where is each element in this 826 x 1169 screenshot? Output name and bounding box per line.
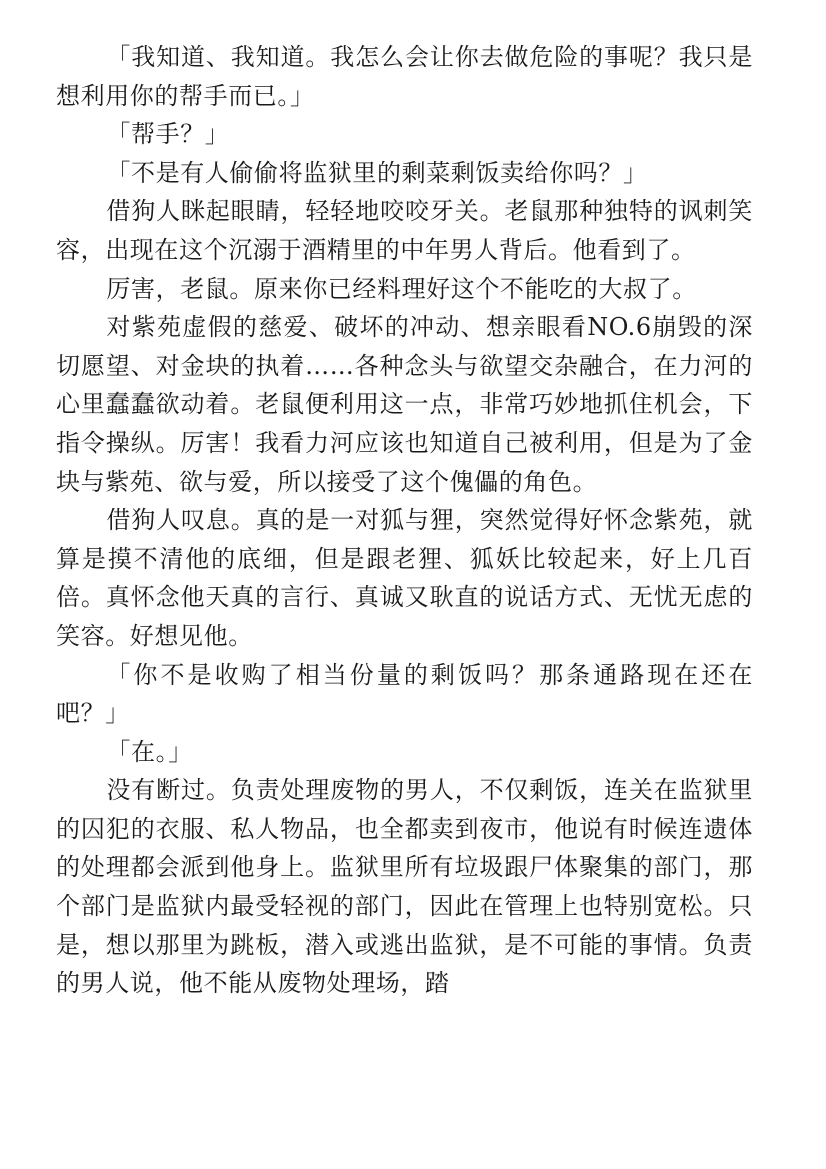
paragraph-7: 借狗人叹息。真的是一对狐与狸，突然觉得好怀念紫苑，就算是摸不清他的底细，但是跟老狸、狐妖比较起来，好上几百倍。真怀念他天真的言行、真诚又耿直的说话方式、无忧无虑的笑容。好想见他。	[56, 506, 753, 650]
paragraph-2: 「帮手？」	[106, 120, 230, 149]
paragraph-3: 「不是有人偷偷将监狱里的剩菜剩饭卖给你吗？」	[106, 158, 648, 187]
paragraph-9: 「在。」	[106, 737, 193, 766]
paragraph-1: 「我知道、我知道。我怎么会让你去做危险的事呢？我只是想利用你的帮手而已。」	[56, 43, 753, 110]
paragraph-8: 「你不是收购了相当份量的剩饭吗？那条通路现在还在吧？」	[56, 660, 753, 728]
paragraph-5: 厉害，老鼠。原来你已经料理好这个不能吃的大叔了。	[106, 274, 697, 303]
paragraph-10: 没有断过。负责处理废物的男人，不仅剩饭，连关在监狱里的囚犯的衣服、私人物品，也全都卖到夜市，他说有时候连遗体的处理都会派到他身上。监狱里所有垃圾跟尸体聚集的部门，那个部门是监狱内最受轻视的部门，因此在管理上也特别宽松。只是，想以那里为跳板，潜入或逃出监狱，是不可能的事情。负责的男人说，他不能从废物处理场，踏	[56, 776, 753, 998]
document-page	[56, 38, 753, 1003]
paragraph-4: 借狗人眯起眼睛，轻轻地咬咬牙关。老鼠那种独特的讽刺笑容，出现在这个沉溺于酒精里的中年男人背后。他看到了。	[56, 197, 753, 264]
paragraph-6: 对紫苑虚假的慈爱、破坏的冲动、想亲眼看NO.6崩毁的深切愿望、对金块的执着……各种念头与欲望交杂融合，在力河的心里蠢蠢欲动着。老鼠便利用这一点，非常巧妙地抓住机会，下指令操纵。厉害！我看力河应该也知道自己被利用，但是为了金块与紫苑、欲与爱，所以接受了这个傀儡的角色。	[56, 313, 753, 496]
